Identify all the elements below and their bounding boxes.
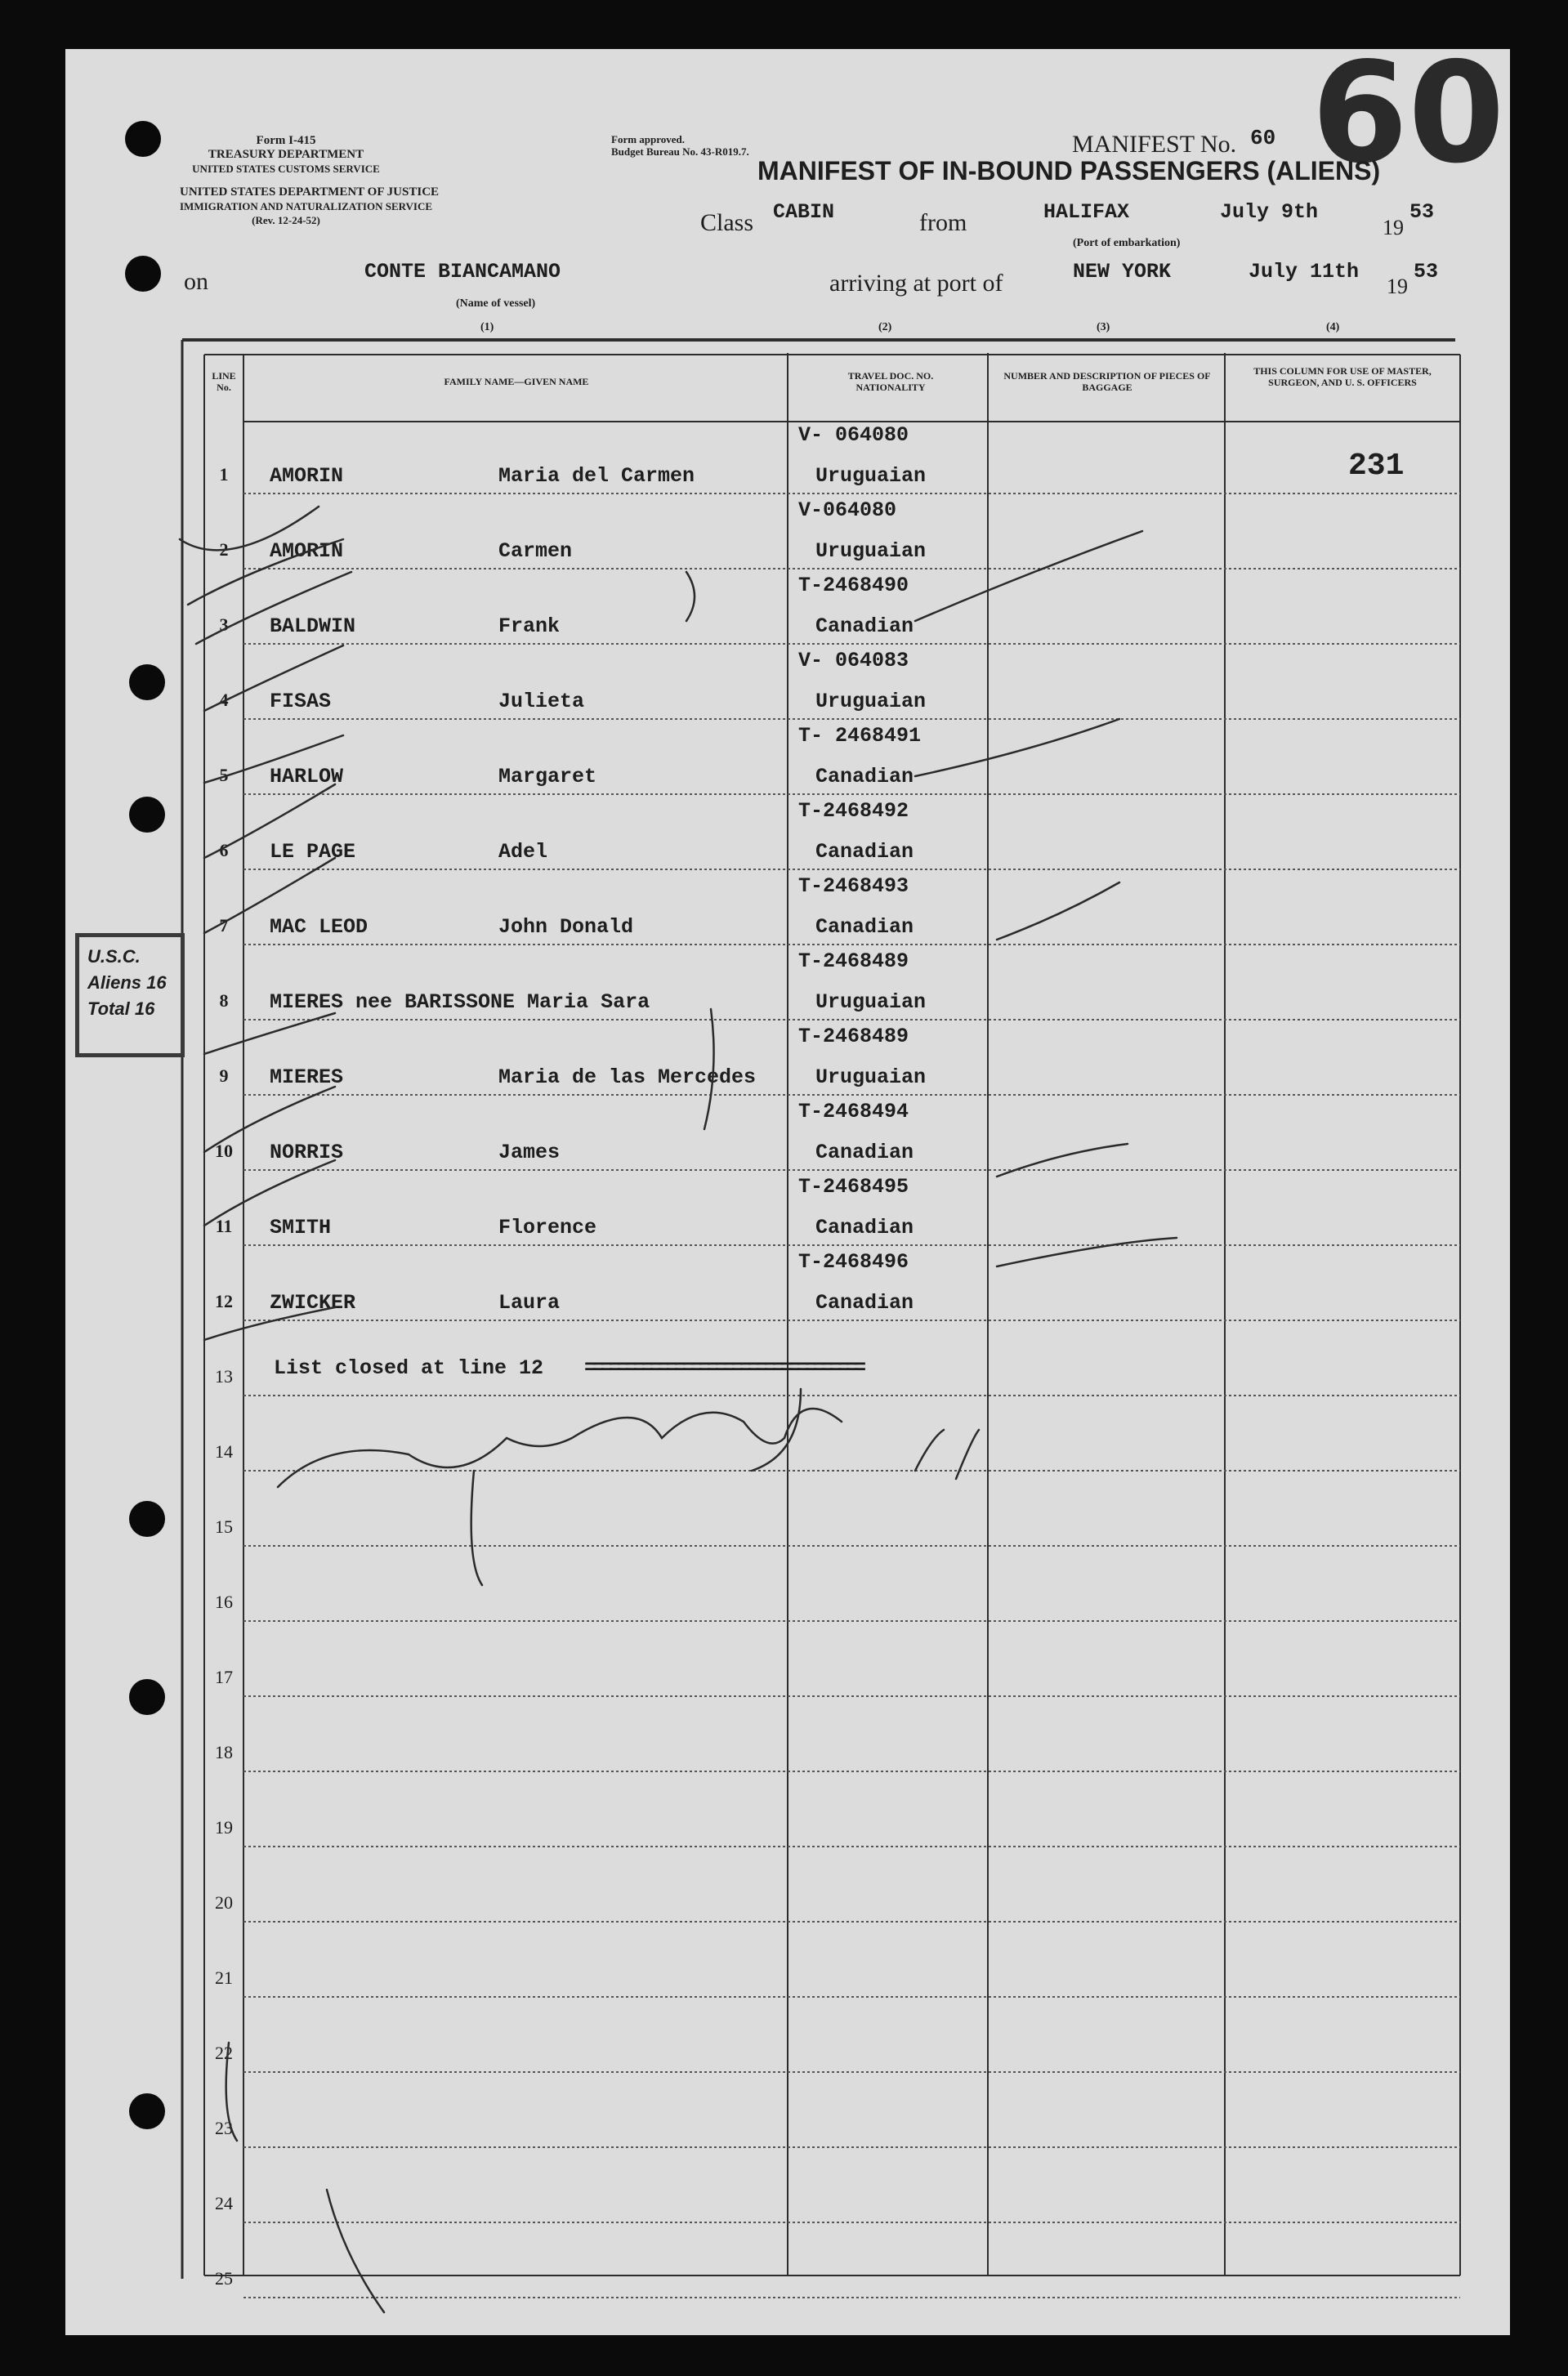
from-label: from (919, 209, 967, 236)
given-name: Julieta (498, 690, 585, 713)
travel-doc-number: V-064080 (798, 498, 897, 522)
family-name: MIERES (270, 1065, 344, 1089)
line-number: 12 (215, 1291, 233, 1311)
ins-service: IMMIGRATION AND NATURALIZATION SERVICE (180, 200, 433, 212)
on-label: on (184, 268, 208, 295)
manifest-stamp-number: 60 (1311, 33, 1505, 194)
total-value: 16 (134, 998, 155, 1019)
travel-doc-number: T-2468495 (798, 1175, 909, 1199)
class-value: CABIN (773, 200, 835, 224)
customs-service: UNITED STATES CUSTOMS SERVICE (192, 163, 380, 175)
line-number: 14 (215, 1441, 233, 1462)
nationality: Canadian (815, 614, 914, 638)
form-approved: Form approved. (611, 133, 686, 145)
line-number: 9 (219, 1065, 229, 1086)
column-number: (4) (1326, 321, 1340, 333)
travel-doc-number: T-2468489 (798, 949, 909, 973)
nationality: Canadian (815, 1216, 914, 1239)
col-header-travel-doc: TRAVEL DOC. NO. NATIONALITY (847, 370, 934, 393)
line-number: 17 (215, 1667, 233, 1687)
travel-doc-number: T-2468490 (798, 574, 909, 597)
line-number: 7 (219, 915, 229, 936)
nationality: Canadian (815, 1291, 914, 1315)
family-name: LE PAGE (270, 840, 356, 864)
arrival-year: 53 (1414, 260, 1439, 284)
revision: (Rev. 12-24-52) (252, 214, 320, 226)
travel-doc-number: T- 2468491 (798, 724, 922, 748)
nationality: Canadian (815, 840, 914, 864)
column-number: (2) (878, 321, 892, 333)
line-number: 2 (219, 539, 229, 560)
aliens-label: Aliens (87, 972, 142, 993)
nationality: Canadian (815, 915, 914, 939)
class-label: Class (700, 209, 754, 236)
embark-year: 53 (1409, 200, 1435, 224)
family-name: HARLOW (270, 765, 344, 788)
manifest-page (65, 33, 1510, 2335)
budget-bureau: Budget Bureau No. 43-R019.7. (611, 145, 749, 158)
line-number: 8 (219, 990, 229, 1011)
manifest-number: 60 (1250, 126, 1276, 150)
line-number: 5 (219, 765, 229, 785)
line-number: 4 (219, 690, 229, 710)
travel-doc-number: T-2468494 (798, 1100, 909, 1123)
given-name: Carmen (498, 539, 573, 563)
family-name: BALDWIN (270, 614, 356, 638)
line-number: 20 (215, 1892, 233, 1913)
given-name: Maria de las Mercedes (498, 1065, 757, 1089)
col-header-line-no: LINE No. (212, 370, 236, 393)
given-name: John Donald (498, 915, 634, 939)
line-number: 1 (219, 464, 229, 485)
nationality: Uruguaian (815, 464, 927, 488)
nationality: Uruguaian (815, 539, 927, 563)
nationality: Canadian (815, 1141, 914, 1164)
family-name: SMITH (270, 1216, 332, 1239)
aliens-value: 16 (146, 972, 167, 993)
nationality: Canadian (815, 765, 914, 788)
vessel-caption: (Name of vessel) (456, 297, 536, 310)
line-number: 11 (215, 1216, 233, 1236)
travel-doc-number: T-2468493 (798, 874, 909, 898)
line-number: 24 (215, 2193, 233, 2213)
year-prefix: 19 (1387, 275, 1408, 298)
column-number: (3) (1097, 321, 1110, 333)
vessel-name: CONTE BIANCAMANO (364, 260, 561, 284)
embark-date: July 9th (1220, 200, 1319, 224)
list-closed-text: List closed at line 12 (274, 1356, 544, 1380)
given-name: Laura (498, 1291, 561, 1315)
manifest-label: MANIFEST No. (1072, 131, 1237, 158)
justice-dept: UNITED STATES DEPARTMENT OF JUSTICE (180, 185, 440, 199)
family-name: AMORIN (270, 539, 344, 563)
line-number: 25 (215, 2268, 233, 2289)
given-name: James (498, 1141, 561, 1164)
nationality: Uruguaian (815, 1065, 927, 1089)
handwritten-marks (65, 49, 1510, 2335)
family-name: FISAS (270, 690, 332, 713)
travel-doc-number: T-2468496 (798, 1250, 909, 1274)
officer-note: 231 (1348, 449, 1405, 484)
list-closed-dashes: ================================== (584, 1356, 863, 1380)
family-name: ZWICKER (270, 1291, 356, 1315)
line-number: 22 (215, 2043, 233, 2063)
col-header-name: FAMILY NAME—GIVEN NAME (444, 376, 589, 387)
arrival-date: July 11th (1249, 260, 1360, 284)
port-embark-caption: (Port of embarkation) (1073, 237, 1181, 249)
line-number: 15 (215, 1516, 233, 1537)
family-name: MIERES nee BARISSONE Maria Sara (270, 990, 650, 1014)
column-number: (1) (480, 321, 494, 333)
year-prefix: 19 (1383, 216, 1404, 239)
given-name: Margaret (498, 765, 597, 788)
family-name: AMORIN (270, 464, 344, 488)
line-number: 21 (215, 1967, 233, 1988)
line-number: 19 (215, 1817, 233, 1838)
travel-doc-number: V- 064080 (798, 423, 909, 447)
travel-doc-number: T-2468489 (798, 1025, 909, 1048)
line-number: 3 (219, 614, 229, 635)
given-name: Florence (498, 1216, 597, 1239)
line-number: 13 (215, 1366, 233, 1387)
usc-label: U.S.C. (87, 946, 141, 967)
col-header-officers: THIS COLUMN FOR USE OF MASTER, SURGEON, AND U. S. OFFICERS (1253, 365, 1432, 388)
family-name: NORRIS (270, 1141, 344, 1164)
nationality: Uruguaian (815, 690, 927, 713)
form-number: Form I-415 (256, 134, 316, 147)
embark-port: HALIFAX (1043, 200, 1130, 224)
travel-doc-number: T-2468492 (798, 799, 909, 823)
given-name: Maria del Carmen (498, 464, 695, 488)
total-label: Total (87, 998, 130, 1019)
col-header-baggage: NUMBER AND DESCRIPTION OF PIECES OF BAGGAGE (1003, 370, 1211, 393)
travel-doc-number: V- 064083 (798, 649, 909, 672)
given-name: Frank (498, 614, 561, 638)
line-number: 23 (215, 2118, 233, 2138)
arrival-port: NEW YORK (1073, 260, 1172, 284)
line-number: 16 (215, 1592, 233, 1612)
treasury-dept: TREASURY DEPARTMENT (208, 148, 364, 161)
family-name: MAC LEOD (270, 915, 369, 939)
manifest-title: MANIFEST OF IN-BOUND PASSENGERS (ALIENS) (757, 156, 1381, 185)
arriving-label: arriving at port of (829, 270, 1003, 297)
line-number: 10 (215, 1141, 233, 1161)
given-name: Adel (498, 840, 548, 864)
line-number: 6 (219, 840, 229, 860)
nationality: Uruguaian (815, 990, 927, 1014)
line-number: 18 (215, 1742, 233, 1762)
